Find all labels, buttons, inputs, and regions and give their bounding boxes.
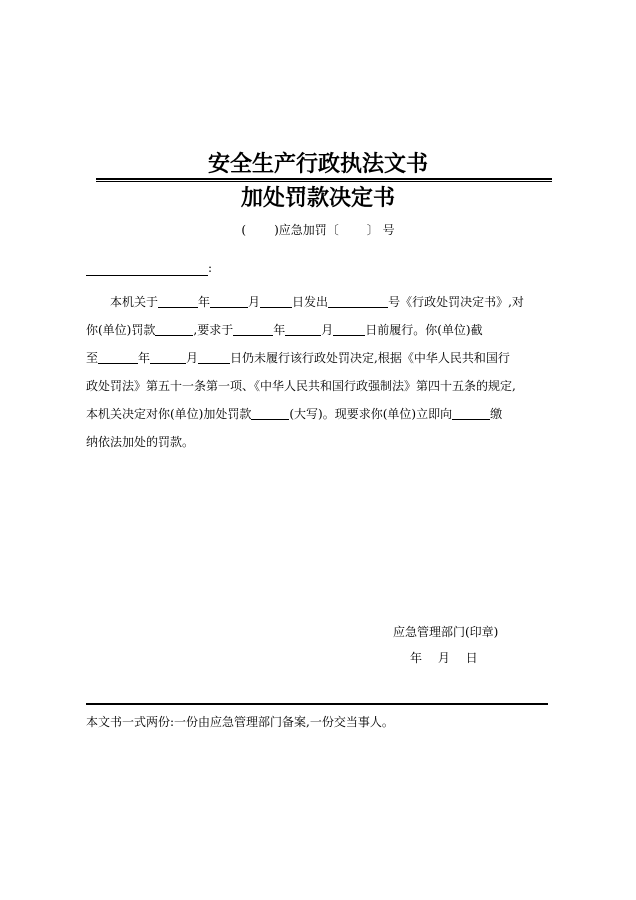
body-text: 月 [248, 295, 261, 309]
body-text: 年 [198, 295, 211, 309]
body-text: 年 [273, 323, 286, 337]
recipient-colon: : [208, 261, 213, 275]
number-open: ( [241, 223, 247, 237]
month-blank[interactable] [210, 293, 248, 308]
body-text: 纳依法加处的罚款。 [86, 435, 195, 449]
body-text: 你(单位)罚款 [86, 323, 156, 337]
recipient-blank[interactable] [86, 261, 208, 276]
body-line-4 [86, 372, 554, 400]
year-blank[interactable] [98, 349, 138, 364]
month-blank[interactable] [285, 321, 321, 336]
document-number-blank[interactable] [328, 293, 388, 308]
body-text: 本机关于 [110, 295, 159, 309]
body-line-6 [86, 428, 554, 456]
body-line-2 [86, 316, 554, 344]
body-line-5 [86, 400, 554, 428]
body-text: 日仍未履行该行政处罚决定,根据《中华人民共和国行 [230, 351, 510, 365]
body-text: 年 [138, 351, 151, 365]
month-blank[interactable] [150, 349, 186, 364]
body-text: 月 [321, 323, 334, 337]
body-text: 日发出 [292, 295, 329, 309]
decision-body [86, 288, 554, 456]
footer-rule [86, 703, 548, 705]
body-line-1 [86, 288, 554, 316]
body-line-3 [86, 344, 554, 372]
body-text: 日前履行。你(单位)截 [365, 323, 483, 337]
body-text: 月 [186, 351, 199, 365]
header-double-rule [96, 178, 552, 182]
recipient-line [86, 260, 212, 276]
day-blank[interactable] [333, 321, 365, 336]
document-number [0, 222, 636, 238]
payee-blank[interactable] [452, 405, 490, 420]
footnote: 本文书一式两份:一份由应急管理部门备案,一份交当事人。 [86, 715, 394, 729]
body-text: 本机关决定对你(单位)加处罚款 [86, 407, 252, 421]
year-blank[interactable] [233, 321, 273, 336]
body-text: 号《行政处罚决定书》,对 [388, 295, 524, 309]
document-title: 加处罚款决定书 [240, 185, 395, 211]
document-header-title: 安全生产行政执法文书 [207, 151, 428, 177]
number-close: 〕 号 [366, 223, 395, 237]
day-blank[interactable] [260, 293, 292, 308]
body-text: ,要求于 [193, 323, 234, 337]
body-text: 至 [86, 351, 99, 365]
number-mid: )应急加罚〔 [274, 223, 339, 237]
body-text: (大写)。现要求你(单位)立即向 [289, 407, 453, 421]
fine-amount-blank[interactable] [155, 321, 193, 336]
day-blank[interactable] [198, 349, 230, 364]
signature-date: 年 月 日 [410, 651, 478, 665]
additional-fine-blank[interactable] [251, 405, 289, 420]
signature-department: 应急管理部门(印章) [393, 625, 499, 639]
body-text: 缴 [490, 407, 503, 421]
body-text: 政处罚法》第五十一条第一项、《中华人民共和国行政强制法》第四十五条的规定, [86, 379, 516, 393]
year-blank[interactable] [158, 293, 198, 308]
